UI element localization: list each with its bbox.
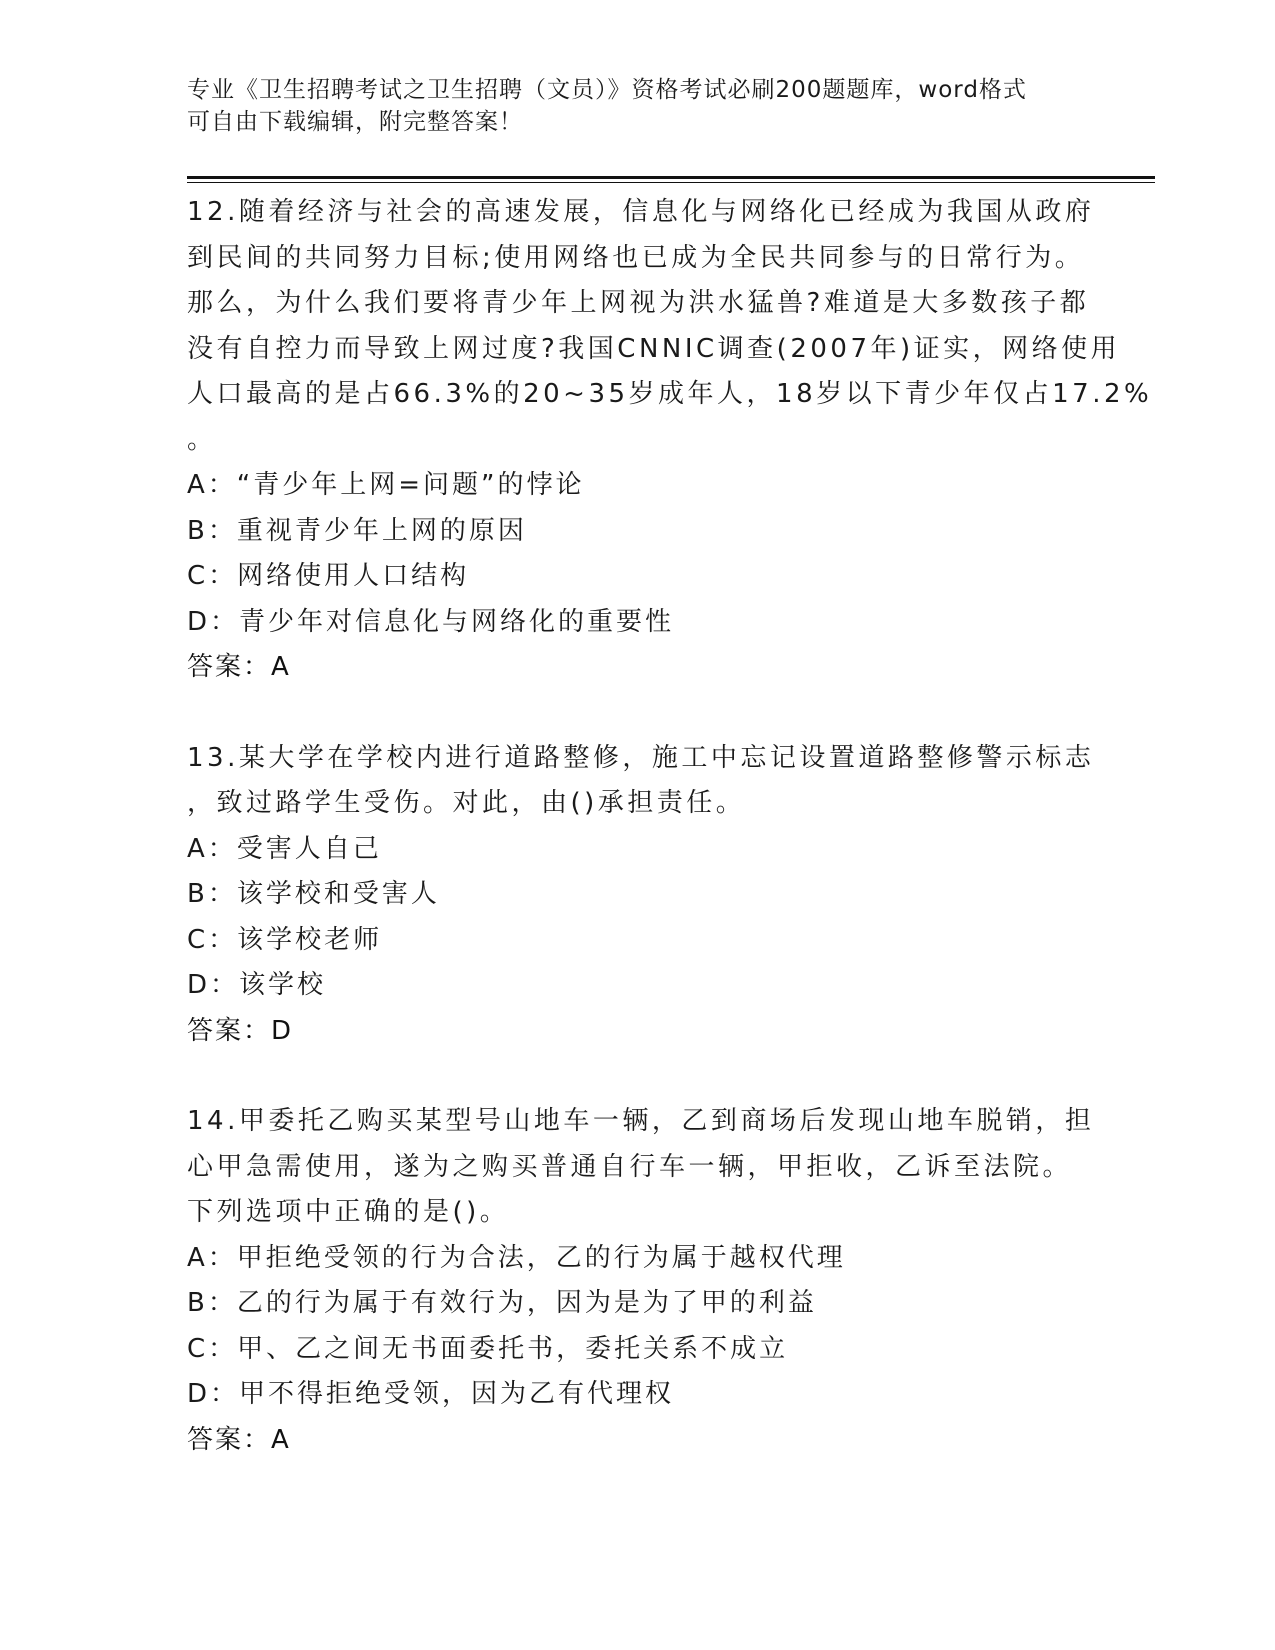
question-stem-line: 14.甲委托乙购买某型号山地车一辆，乙到商场后发现山地车脱销，担 bbox=[187, 1106, 1095, 1136]
question-stem-line: 那么，为什么我们要将青少年上网视为洪水猛兽?难道是大多数孩子都 bbox=[187, 288, 1090, 318]
question-stem-line: 人口最高的是占66.3%的20~35岁成年人，18岁以下青少年仅占17.2% bbox=[187, 379, 1153, 409]
header-line-2: 可自由下载编辑，附完整答案！ bbox=[187, 109, 523, 135]
answer-label: 答案：A bbox=[187, 652, 291, 682]
option-b: B：重视青少年上网的原因 bbox=[187, 515, 527, 546]
question-14 bbox=[187, 1099, 1095, 1463]
option-d: D：甲不得拒绝受领，因为乙有代理权 bbox=[187, 1379, 675, 1409]
option-a: A：甲拒绝受领的行为合法，乙的行为属于越权代理 bbox=[187, 1242, 846, 1273]
option-a: A：“青少年上网=问题”的悖论 bbox=[187, 470, 585, 500]
question-13 bbox=[187, 736, 1095, 1055]
answer-label: 答案：D bbox=[187, 1015, 294, 1046]
document-header bbox=[187, 74, 1067, 138]
question-stem-line: 到民间的共同努力目标;使用网络也已成为全民共同参与的日常行为。 bbox=[187, 242, 1085, 273]
option-d: D：青少年对信息化与网络化的重要性 bbox=[187, 606, 675, 637]
option-c: C：网络使用人口结构 bbox=[187, 561, 470, 591]
question-stem-line: 没有自控力而导致上网过度?我国CNNIC调查(2007年)证实，网络使用 bbox=[187, 333, 1121, 364]
option-b: B：乙的行为属于有效行为，因为是为了甲的利益 bbox=[187, 1288, 817, 1318]
header-line-1: 专业《卫生招聘考试之卫生招聘（文员）》资格考试必刷200题题库，word格式 bbox=[187, 77, 1027, 103]
question-spacer bbox=[187, 691, 1087, 736]
option-b: B：该学校和受害人 bbox=[187, 879, 440, 909]
question-list bbox=[187, 190, 1153, 1463]
option-c: C：该学校老师 bbox=[187, 924, 383, 955]
question-stem-line: 下列选项中正确的是()。 bbox=[187, 1197, 510, 1227]
answer-label: 答案：A bbox=[187, 1424, 291, 1455]
header-rule-thick bbox=[187, 176, 1155, 179]
header-rule-thin bbox=[187, 182, 1155, 183]
question-stem-line: ，致过路学生受伤。对此，由()承担责任。 bbox=[187, 788, 746, 818]
question-stem-line: 12.随着经济与社会的高速发展，信息化与网络化已经成为我国从政府 bbox=[187, 197, 1095, 227]
question-stem-line: 。 bbox=[187, 424, 217, 455]
question-12 bbox=[187, 190, 1153, 691]
option-c: C：甲、乙之间无书面委托书，委托关系不成立 bbox=[187, 1333, 789, 1364]
question-stem-line: 心甲急需使用，遂为之购买普通自行车一辆，甲拒收，乙诉至法院。 bbox=[187, 1151, 1073, 1182]
option-d: D：该学校 bbox=[187, 970, 327, 1000]
question-stem-line: 13.某大学在学校内进行道路整修，施工中忘记设置道路整修警示标志 bbox=[187, 742, 1095, 773]
option-a: A：受害人自己 bbox=[187, 833, 382, 864]
question-spacer bbox=[187, 1054, 1087, 1099]
